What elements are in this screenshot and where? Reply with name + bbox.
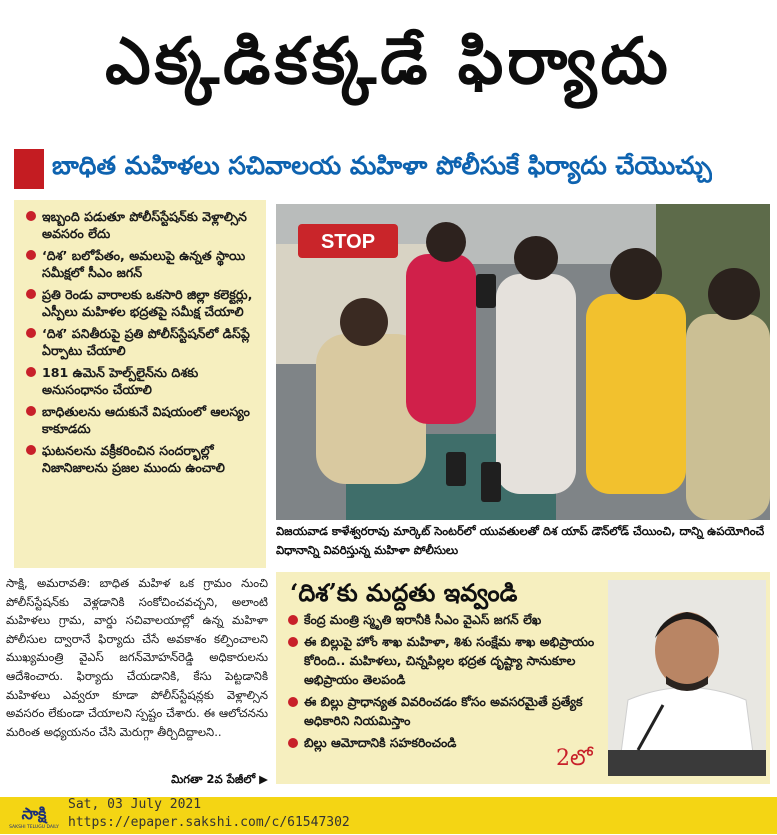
photo-caption: విజయవాడ కాళేశ్వరరావు మార్కెట్ సెంటర్‌లో యువతులతో దిశ యాప్ డౌన్‌లోడ్ చేయించి, దాన్ని ఉపయోగించే విధానాన్ని వివరిస్తున్న మహిళా పోలీసులు: [276, 524, 765, 557]
bullet-dot-icon: [288, 637, 298, 647]
headline: ఎక్కడికక్కడే ఫిర్యాదు: [105, 24, 672, 99]
photo-illustration: [276, 204, 770, 520]
bullet-dot-icon: [26, 367, 36, 377]
bullet-dot-icon: [288, 615, 298, 625]
stop-sign-text: STOP: [320, 231, 376, 253]
side-box-item: కేంద్ర మంత్రి స్మృతి ఇరానీకి సీఎం వైఎస్ జగన్ లేఖ: [288, 610, 608, 629]
portrait-illustration: [608, 580, 766, 776]
side-box-title: ‘దిశ’కు మద్దతు ఇవ్వండి: [290, 578, 518, 607]
bullet-dot-icon: [26, 250, 36, 260]
bullet-dot-icon: [26, 328, 36, 338]
side-box-item: ఈ బిల్లుపై హోం శాఖ మహిళా, శిశు సంక్షేమ శాఖ అభిప్రాయం కోరింది.. మహిళలు, చిన్నపిల్లల భద్రత దృష్ట్యా సానుకూల అభిప్రాయం తెలపండి: [288, 632, 608, 689]
footer-url[interactable]: https://epaper.sakshi.com/c/61547302: [68, 815, 350, 830]
red-stripe: [14, 149, 44, 189]
bullet-item: ఘటనలను వక్రీకరించిన సందర్భాల్లో నిజానిజాలను ప్రజల ముందు ఉంచాలి: [26, 442, 258, 476]
side-box-list: [288, 610, 608, 755]
side-box-item: బిల్లు ఆమోదానికి సహకరించండి: [288, 733, 608, 752]
bullet-dot-icon: [26, 289, 36, 299]
bullet-item: 181 ఉమెన్ హెల్ప్‌లైన్‌ను దిశకు అనుసంధానం చేయాలి: [26, 364, 258, 398]
bullet-item: ‘దిశ’ పనితీరుపై ప్రతి పోలీస్‌స్టేషన్‌లో డిస్‌ప్లే ఏర్పాటు చేయాలి: [26, 325, 258, 359]
news-photo: [276, 204, 770, 520]
bullet-item: ఇబ్బంది పడుతూ పోలీస్‌స్టేషన్‌కు వెళ్లాల్సిన అవసరం లేదు: [26, 208, 258, 242]
page-reference: 2లో: [556, 746, 593, 771]
subheadline: బాధిత మహిళలు సచివాలయ మహిళా పోలీసుకే ఫిర్యాదు చేయొచ్చు: [52, 151, 712, 180]
story-text: సాక్షి, అమరావతి: బాధిత మహిళ ఒక గ్రామం నుంచి పోలీస్‌స్టేషన్‌కు వెళ్లడానికి సంకోచించవచ్చని, అలాంటి మహిళలు గ్రామ, వార్డు సచివాలయాల్లో ఉన్న మహిళా పోలీసుల ద్వారానే ఫిర్యాదు చేసే అవకాశం కల్పించాలని ముఖ్యమంత్రి వైఎస్ జగన్‌మోహన్‌రెడ్డి అధికారులను ఆదేశించారు. ఫిర్యాదు చేయడానికి, కేసు పెట్టడానికి మహిళలు ఎవ్వరూ కూడా పోలీస్‌స్టేషన్లకు వెళ్లాల్సిన అవసరం లేకుండా చేయాలని స్పష్టం చేశారు. ఈ ఆలోచనను మరింత అధ్యయనం చేసి మెరుగ్గా తీర్చిదిద్దాలని..: [6, 576, 268, 739]
bullet-dot-icon: [26, 445, 36, 455]
bullet-item: ప్రతి రెండు వారాలకు ఒకసారి జిల్లా కలెక్టర్లు, ఎస్పీలు మహిళల భద్రతపై సమీక్ష చేయాలి: [26, 286, 258, 320]
bullet-item: ‘దిశ’ బలోపేతం, అమలుపై ఉన్నత స్థాయి సమీక్షలో సీఎం జగన్: [26, 247, 258, 281]
logo-subtext: SAKSHI TELUGU DAILY: [9, 825, 59, 830]
portrait-photo: [608, 580, 766, 776]
bullet-dot-icon: [26, 406, 36, 416]
bullet-dot-icon: [26, 211, 36, 221]
bullet-item: బాధితులను ఆదుకునే విషయంలో ఆలస్యం కాకూడదు: [26, 403, 258, 437]
subheadline-bar: [14, 146, 764, 192]
logo-text: సాక్షి: [21, 804, 47, 823]
bullet-box: [14, 200, 266, 568]
bullet-dot-icon: [288, 697, 298, 707]
continued-link[interactable]: మిగతా 2వ పేజీలో ▶: [171, 772, 268, 786]
footer-date: Sat, 03 July 2021: [68, 797, 202, 812]
sakshi-logo: [4, 799, 64, 831]
side-box-item: ఈ బిల్లు ప్రాధాన్యత వివరించడం కోసం అవసరమైతే ప్రత్యేక అధికారిని నియమిస్తాం: [288, 692, 608, 730]
bullet-dot-icon: [288, 738, 298, 748]
